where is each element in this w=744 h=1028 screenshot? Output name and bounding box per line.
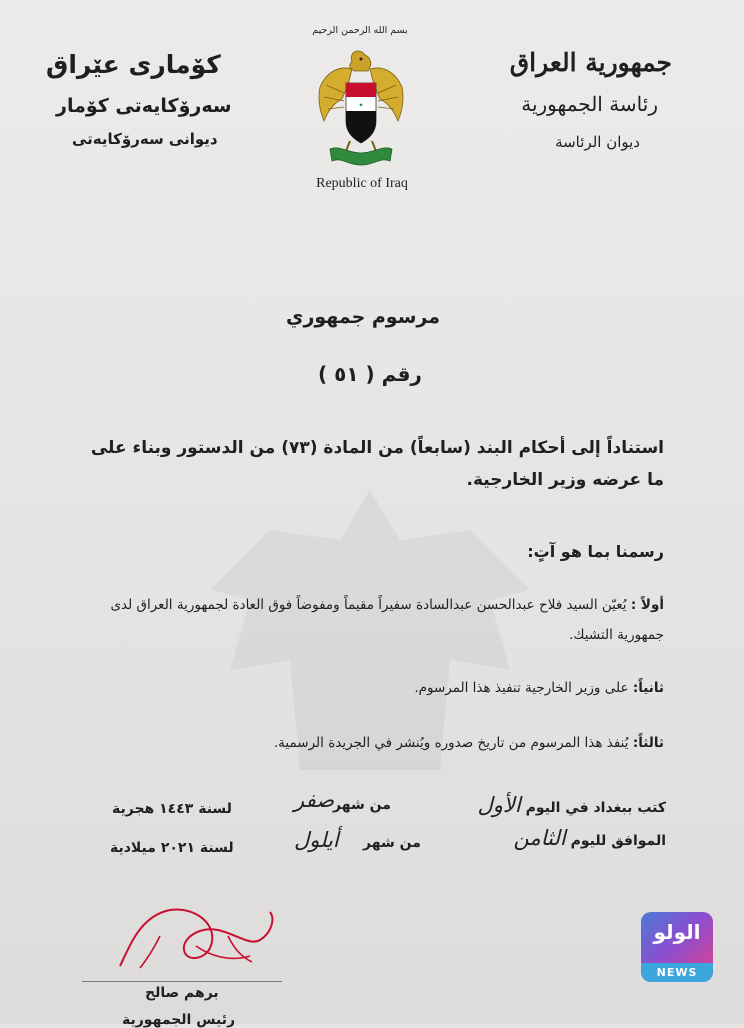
hijri-month-label: من شهر (333, 797, 391, 813)
hijri-month-handwritten: صفر (294, 788, 335, 812)
news-label: NEWS (641, 963, 713, 982)
gregorian-month-label: من شهر (363, 835, 421, 851)
signatory-name: برهم صالح (145, 985, 219, 1001)
republic-of-iraq-label: Republic of Iraq (316, 176, 408, 191)
hijri-day-handwritten: الأول (477, 793, 521, 817)
presidency-office-arabic: ديوان الرئاسة (555, 133, 640, 151)
presidency-arabic: رئاسة الجمهورية (521, 92, 658, 116)
article-label: أولاً : (630, 597, 664, 613)
signatory-title: رئيس الجمهورية (122, 1012, 236, 1028)
gregorian-intro: الموافق لليوم (570, 833, 666, 849)
gregorian-date-line (514, 826, 666, 850)
hijri-date-line (478, 793, 666, 817)
article-text: يُنفذ هذا المرسوم من تاريخ صدوره ويُنشر في الجريدة الرسمية. (273, 735, 629, 751)
hijri-intro: كتب ببغداد في اليوم (525, 800, 666, 816)
article-text: على وزير الخارجية تنفيذ هذا المرسوم. (414, 680, 629, 696)
news-watermark-badge (641, 912, 713, 982)
handwritten-signature-icon (100, 896, 290, 976)
news-logo-text: الولو (653, 920, 701, 944)
country-name-kurdish: کۆماری عێراق (46, 50, 221, 79)
decree-number: رقم ( ٥١ ) (318, 362, 422, 386)
svg-text:✦: ✦ (358, 102, 364, 109)
article-text: يُعيّن السيد فلاح عبدالحسن عبدالسادة سفيراً مقيماً ومفوضاً فوق العادة لجمهورية العراق لدى جمهورية التشيك. (110, 597, 664, 643)
hijri-year: لسنة ١٤٤٣ هجرية (112, 801, 232, 817)
decree-title: مرسوم جمهوري (286, 306, 440, 328)
gregorian-day-handwritten: الثامن (513, 826, 566, 850)
gregorian-year: لسنة ٢٠٢١ ميلادية (110, 840, 234, 856)
signature-line (82, 981, 282, 982)
article-third (64, 728, 664, 758)
decreed-heading: رسمنا بما هو آتٍ: (527, 542, 664, 561)
iraq-eagle-emblem-icon (316, 45, 406, 173)
article-label: ثالثاً: (632, 735, 664, 751)
gregorian-month-handwritten: أيلول (294, 828, 339, 852)
presidency-office-kurdish: دیوانی سەرۆکایەتی (72, 130, 218, 148)
article-second (64, 673, 664, 703)
country-name-arabic: جمهورية العراق (509, 48, 672, 77)
article-first (64, 590, 664, 650)
article-label: ثانياً: (632, 680, 664, 696)
presidency-kurdish: سەرۆکایەتی کۆمار (56, 95, 232, 117)
basmala: بسم الله الرحمن الرحيم (312, 25, 408, 36)
decree-preamble: استناداً إلى أحكام البند (سابعاً) من المادة (٧٣) من الدستور وبناء على ما عرضه وزير الخارجية. (90, 438, 664, 490)
